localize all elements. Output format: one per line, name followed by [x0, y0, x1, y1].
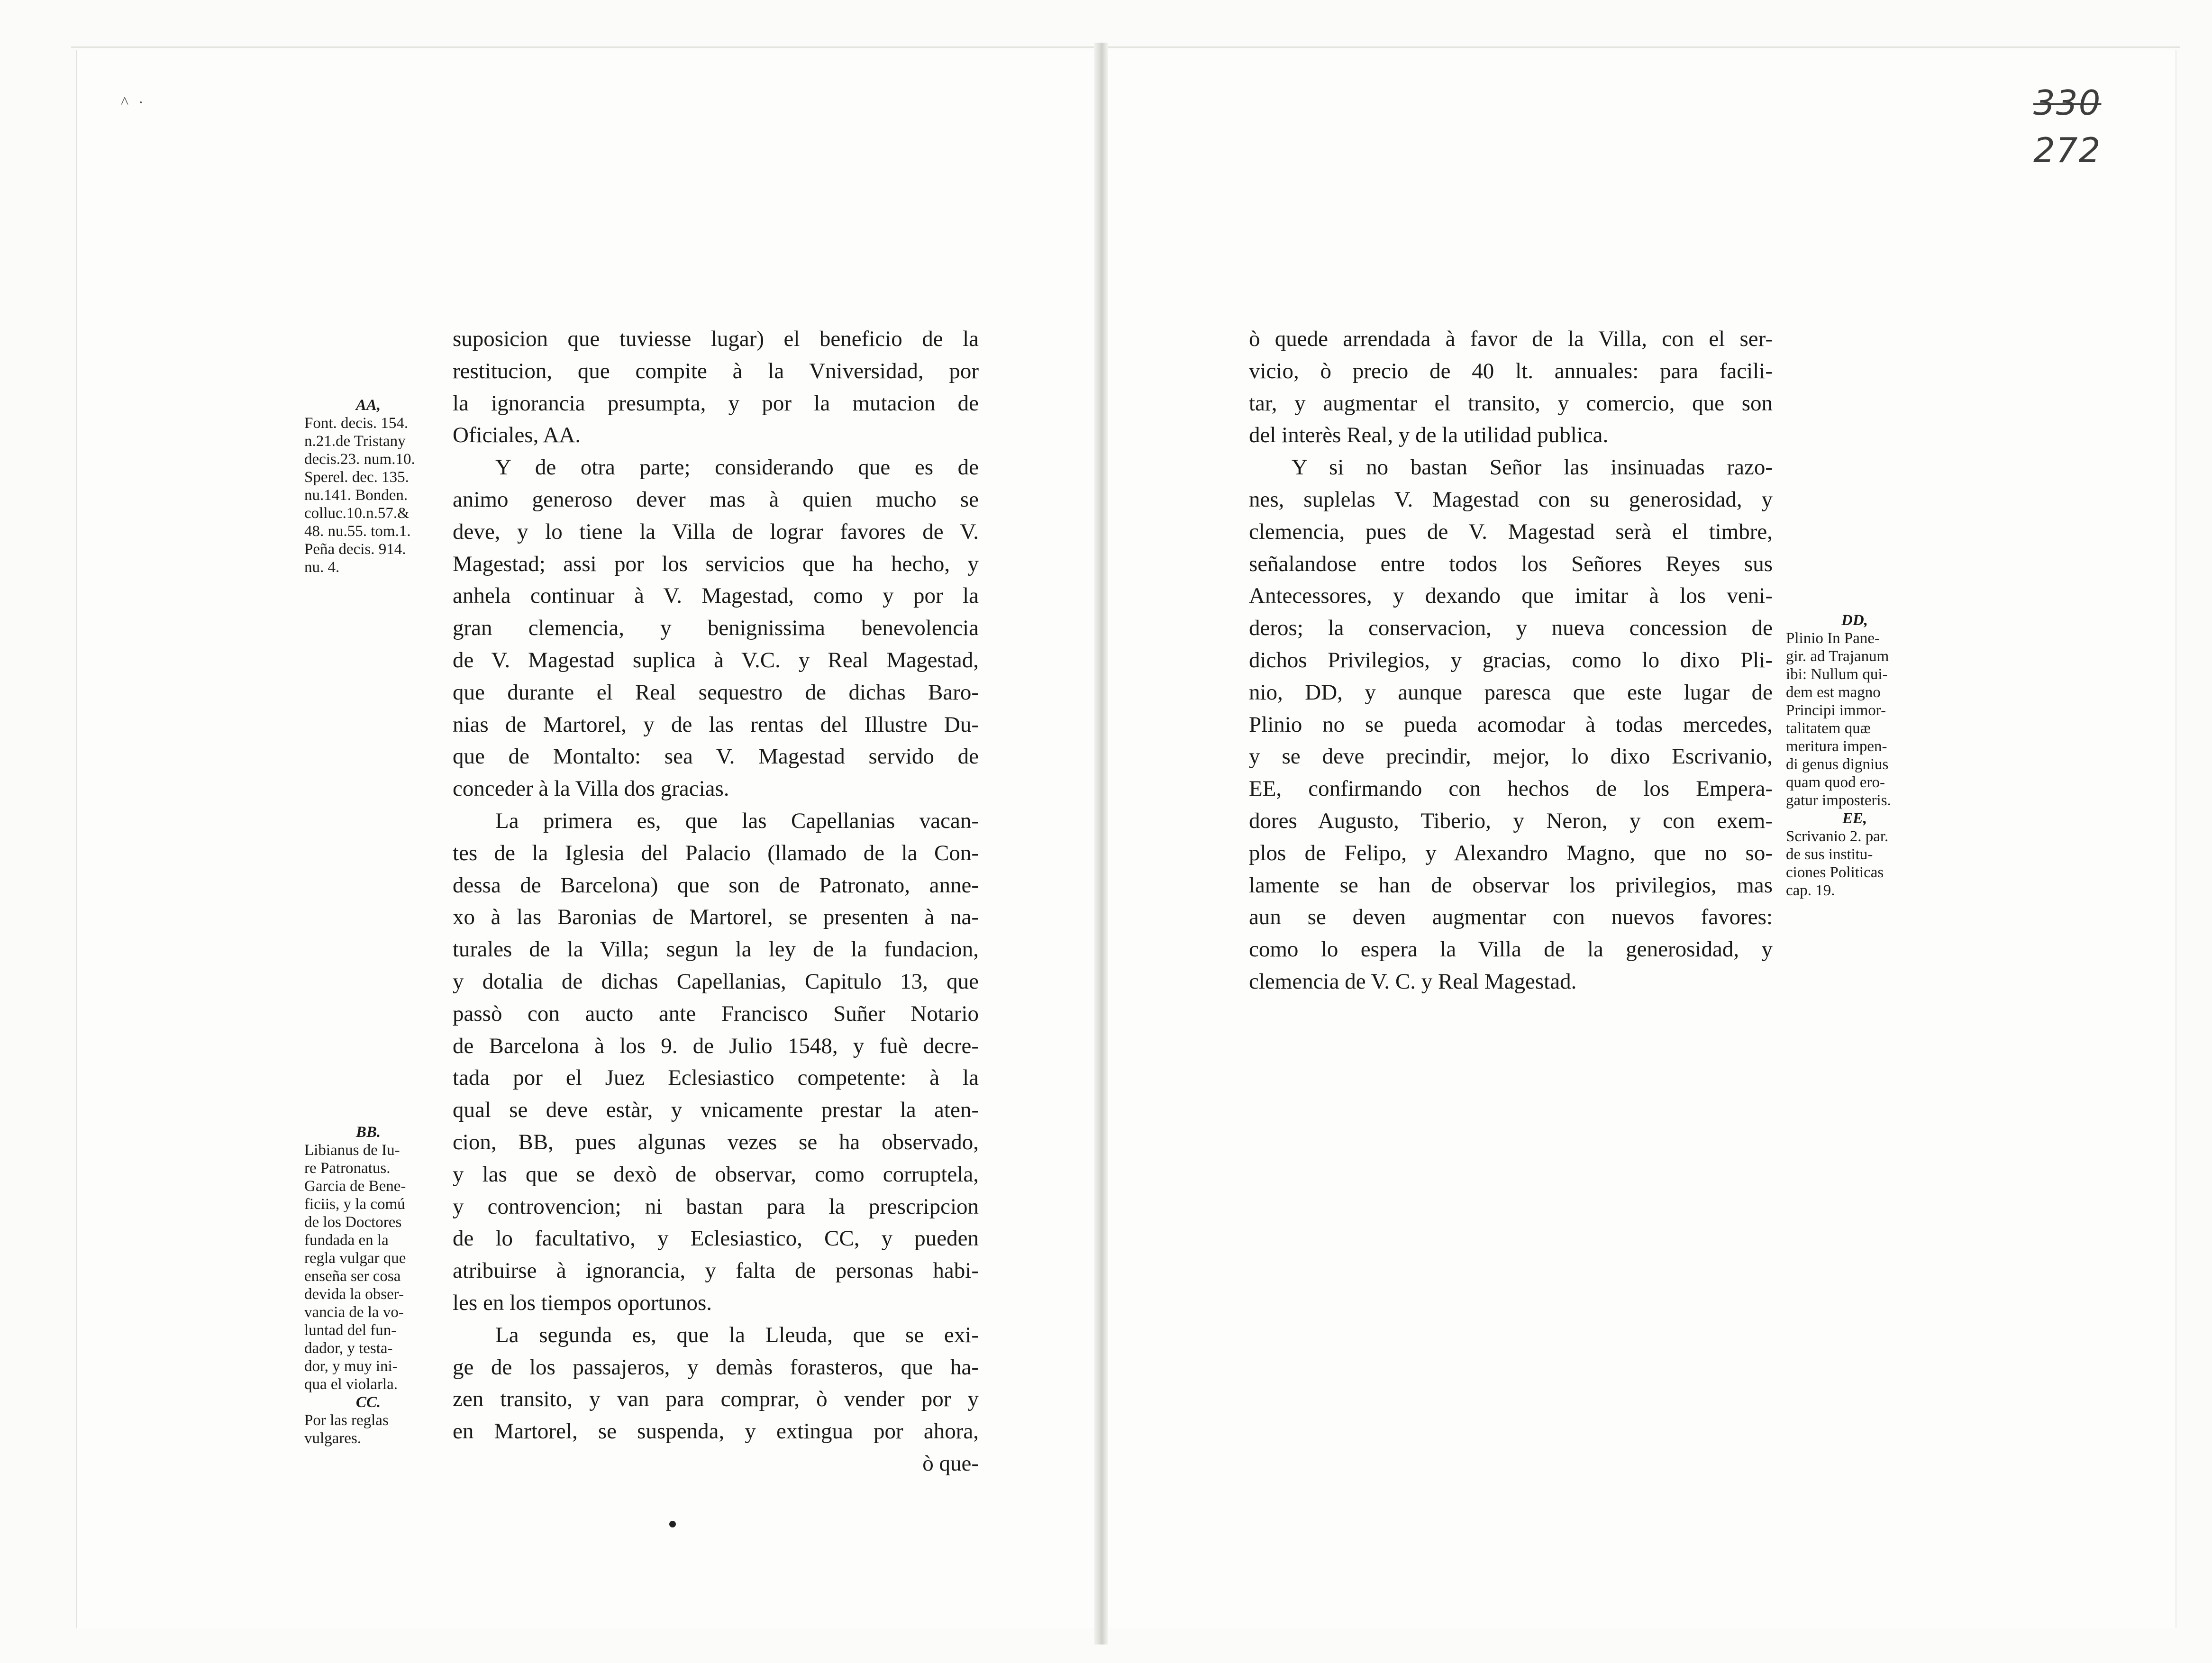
- text-line: ciones Politicas: [1786, 864, 1884, 881]
- text-line: que de Montalto: sea V. Magestad servido de: [453, 744, 979, 769]
- text-line: tar, y augmentar el transito, y comercio, que son: [1249, 391, 1773, 416]
- text-line: como lo espera la Villa de la generosidad, y: [1249, 937, 1773, 962]
- margin-ref-cc: CC.: [355, 1394, 381, 1411]
- right-page-body-text: [1249, 323, 1773, 998]
- text-line: plos de Felipo, y Alexandro Magno, que no so-: [1249, 840, 1773, 865]
- text-line: gran clemencia, y benignissima benevolencia: [453, 616, 979, 641]
- text-line: turales de la Villa; segun la ley de la fundacion,: [453, 937, 979, 962]
- margin-note-lines: [304, 1141, 432, 1393]
- text-line: xo à las Baronias de Martorel, se presenten à na-: [453, 905, 979, 930]
- text-line: Y si no bastan Señor las insinuadas razo-: [1292, 455, 1773, 480]
- text-line: qual se deve estàr, y vnicamente prestar la aten-: [453, 1098, 979, 1123]
- text-line: cion, BB, pues algunas vezes se ha observado,: [453, 1129, 979, 1154]
- text-line: re Patronatus.: [304, 1160, 391, 1177]
- text-line: clemencia, pues de V. Magestad serà el timbre,: [1249, 519, 1773, 544]
- text-line: de lo facultativo, y Eclesiastico, CC, y pueden: [453, 1226, 979, 1251]
- text-line: y las que se dexò de observar, como corruptela,: [453, 1162, 979, 1187]
- margin-ref-dd: DD,: [1841, 612, 1868, 629]
- text-line: n.21.de Tristany: [304, 433, 406, 450]
- text-line: Antecessores, y dexando que imitar à los veni-: [1249, 583, 1773, 609]
- text-line: dichos Privilegios, y gracias, como lo dixo Pli-: [1249, 647, 1773, 672]
- text-line: dores Augusto, Tiberio, y Neron, y con exem-: [1249, 808, 1773, 833]
- text-line: dessa de Barcelona) que son de Patronato, anne-: [453, 872, 979, 898]
- text-line: deve, y lo tiene la Villa de lograr favores de V.: [453, 519, 979, 544]
- left-margin-note-aa: [304, 396, 432, 576]
- text-line: decis.23. num.10.: [304, 451, 415, 468]
- text-line: vicio, ò precio de 40 lt. annuales: para facili-: [1249, 358, 1773, 383]
- text-line: deros; la conservacion, y nueva concession de: [1249, 616, 1773, 641]
- text-line: meritura impen-: [1786, 738, 1887, 755]
- text-line: de V. Magestad suplica à V.C. y Real Magestad,: [453, 647, 979, 672]
- text-line: nu. 4.: [304, 559, 340, 576]
- text-line: cap. 19.: [1786, 882, 1835, 899]
- text-line: fundada en la: [304, 1232, 389, 1249]
- text-line: nias de Martorel, y de las rentas del Illustre Du-: [453, 712, 979, 737]
- margin-note-lines: [1786, 827, 1923, 900]
- text-line: Y de otra parte; considerando que es de: [495, 455, 979, 480]
- text-line: del interès Real, y de la utilidad publica.: [1249, 423, 1609, 448]
- text-line: clemencia de V. C. y Real Magestad.: [1249, 969, 1577, 994]
- corner-mark: ^ ·: [121, 94, 146, 111]
- text-line: Garcia de Bene-: [304, 1178, 406, 1195]
- page-top-edge: [71, 46, 2180, 48]
- text-line: dem est magno: [1786, 684, 1881, 701]
- text-line: en Martorel, se suspenda, y extingua por ahora,: [453, 1419, 979, 1444]
- text-line: Por las reglas: [304, 1412, 389, 1429]
- text-line: ò que-: [922, 1451, 979, 1476]
- text-line: qua el violarla.: [304, 1376, 398, 1393]
- text-line: enseña ser cosa: [304, 1268, 401, 1285]
- text-line: devida la obser-: [304, 1286, 404, 1303]
- text-line: señalandose entre todos los Señores Reyes sus: [1249, 551, 1773, 576]
- text-line: colluc.10.n.57.&: [304, 505, 410, 522]
- text-line: les en los tiempos oportunos.: [453, 1290, 712, 1315]
- text-line: ficiis, y la comú: [304, 1196, 405, 1213]
- text-line: dador, y testa-: [304, 1340, 393, 1357]
- left-page-body-text: [453, 323, 979, 1480]
- text-line: ò quede arrendada à favor de la Villa, con el ser-: [1249, 327, 1773, 351]
- text-line: de sus institu-: [1786, 846, 1873, 863]
- margin-ref-aa: AA,: [355, 397, 381, 414]
- margin-note-lines: [304, 1411, 432, 1447]
- text-line: atribuirse à ignorancia, y falta de personas habi-: [453, 1258, 979, 1283]
- right-margin-note-dd: [1786, 611, 1923, 900]
- text-line: La primera es, que las Capellanias vacan-: [495, 808, 979, 833]
- text-line: vancia de la vo-: [304, 1304, 404, 1321]
- text-line: gatur imposteris.: [1786, 792, 1891, 809]
- text-line: Magestad; assi por los servicios que ha hecho, y: [453, 551, 979, 576]
- text-line: regla vulgar que: [304, 1250, 406, 1267]
- text-line: la ignorancia presumpta, y por la mutacion de: [453, 391, 979, 416]
- folio-number: 272: [2033, 130, 2102, 170]
- text-line: gir. ad Trajanum: [1786, 648, 1889, 665]
- text-line: nio, DD, y aunque paresca que este lugar de: [1249, 680, 1773, 705]
- text-line: conceder à la Villa dos gracias.: [453, 776, 729, 801]
- text-line: Plinio no se pueda acomodar à todas mercedes,: [1249, 712, 1773, 737]
- text-line: nes, suplelas V. Magestad con su generosidad, y: [1249, 487, 1773, 512]
- text-line: La segunda es, que la Lleuda, que se exi-: [495, 1322, 979, 1347]
- margin-ref-bb: BB.: [355, 1124, 381, 1141]
- text-line: y dotalia de dichas Capellanias, Capitulo 13, que: [453, 969, 979, 994]
- text-line: aun se deven augmentar con nuevos favores:: [1249, 905, 1773, 930]
- text-line: restitucion, que compite à la Vniversidad, por: [453, 358, 979, 383]
- text-line: di genus dignius: [1786, 756, 1889, 773]
- text-line: lamente se han de observar los privilegios, mas: [1249, 872, 1773, 898]
- text-line: Peña decis. 914.: [304, 541, 406, 558]
- text-line: de los Doctores: [304, 1214, 402, 1231]
- text-line: tada por el Juez Eclesiastico competente: à la: [453, 1065, 979, 1090]
- text-line: animo generoso dever mas à quien mucho se: [453, 487, 979, 512]
- text-line: luntad del fun-: [304, 1322, 397, 1339]
- text-line: EE, confirmando con hechos de los Empera-: [1249, 776, 1773, 801]
- margin-note-lines: [1786, 629, 1923, 809]
- text-line: suposicion que tuviesse lugar) el beneficio de la: [453, 327, 979, 351]
- margin-note-lines: [304, 414, 432, 576]
- text-line: dor, y muy ini-: [304, 1358, 398, 1375]
- text-line: ge de los passajeros, y demàs forasteros, que ha-: [453, 1354, 979, 1380]
- text-line: nu.141. Bonden.: [304, 487, 408, 504]
- text-line: Scrivanio 2. par.: [1786, 828, 1889, 845]
- text-line: de Barcelona à los 9. de Julio 1548, y fuè decre-: [453, 1033, 979, 1058]
- text-line: ibi: Nullum qui-: [1786, 666, 1888, 683]
- text-line: vulgares.: [304, 1430, 362, 1447]
- signature-dot: [669, 1521, 676, 1527]
- text-line: y se deve precindir, mejor, lo dixo Escrivanio,: [1249, 744, 1773, 769]
- text-line: quam quod ero-: [1786, 774, 1885, 791]
- text-line: que durante el Real sequestro de dichas Baro-: [453, 680, 979, 705]
- text-line: y controvencion; ni bastan para la prescripcion: [453, 1194, 979, 1219]
- text-line: Font. decis. 154.: [304, 415, 409, 432]
- margin-ref-ee: EE,: [1842, 810, 1867, 827]
- text-line: Principi immor-: [1786, 702, 1886, 719]
- struck-folio-number: 330: [2033, 83, 2102, 123]
- text-line: zen transito, y van para comprar, ò vender por y: [453, 1387, 979, 1412]
- book-gutter: [1094, 43, 1108, 1645]
- text-line: 48. nu.55. tom.1.: [304, 523, 411, 540]
- text-line: talitatem quæ: [1786, 720, 1871, 737]
- text-line: Oficiales, AA.: [453, 423, 581, 448]
- text-line: Plinio In Pane-: [1786, 630, 1880, 647]
- text-line: anhela continuar à V. Magestad, como y por la: [453, 583, 979, 609]
- text-line: Libianus de Iu-: [304, 1142, 400, 1159]
- text-line: Sperel. dec. 135.: [304, 469, 409, 486]
- text-line: passò con aucto ante Francisco Suñer Notario: [453, 1001, 979, 1026]
- text-line: tes de la Iglesia del Palacio (llamado de la Con-: [453, 840, 979, 865]
- left-margin-note-bb: [304, 1123, 432, 1447]
